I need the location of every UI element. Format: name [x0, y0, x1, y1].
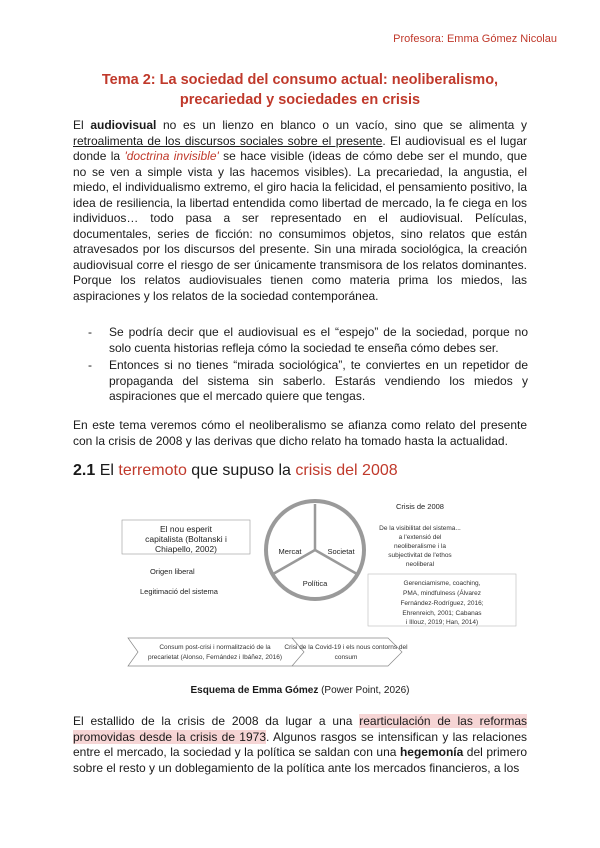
left-title-1: El nou esperit [160, 524, 212, 534]
list-item [88, 358, 528, 405]
final-text-a: El estallido de la crisis de 2008 da lugar a una [73, 714, 360, 728]
section-text-b: que supuso la [186, 462, 296, 479]
right-box-5: i Illouz, 2019; Han, 2014) [405, 619, 479, 626]
final-bold-hegemonia: hegemonía [399, 745, 464, 759]
bullet-dash: - [88, 325, 92, 339]
arrow-right-1: Crisi de la Covid-19 i els nous contorns del [284, 644, 408, 651]
final-paragraph [73, 714, 527, 776]
intro-paragraph [73, 118, 527, 304]
arrow-left-2: precarietat (Alonso, Fernández i Ibáñez, 2016) [147, 654, 283, 661]
right-title: Crisis de 2008 [396, 502, 444, 511]
diagram-caption [0, 685, 600, 696]
intro-text-c: . El audiovisual es el lugar donde la [73, 133, 527, 163]
right-box-3: Fernández-Rodríguez, 2016; [400, 600, 484, 607]
section-number: 2.1 [73, 462, 96, 479]
title-line-1: Tema 2: La sociedad del consumo actual: neoliberalismo, [101, 72, 499, 88]
left-item-1: Origen liberal [150, 567, 195, 576]
right-text-5: neoliberal [405, 561, 435, 568]
bullet-text: Entonces si no tienes “mirada sociológica”, te conviertes en un repetidor de propaganda del sistema sin saberlo. Estarás vendiendo los miedos y aspiraciones que el mercado quiere que tengas. [109, 358, 528, 403]
bullet-text: Se podría decir que el audiovisual es el “espejo” de la sociedad, porque no solo cuenta historias refleja cómo la sociedad te enseña cómo debes ser. [109, 325, 528, 355]
right-box-1: Gerenciamisme, coaching, [403, 580, 481, 587]
arrow-left-1: Consum post-crisi i normalització de la [159, 644, 271, 651]
section-heading [73, 462, 398, 480]
timeline-arrow [128, 638, 402, 666]
section-red-terremoto: terremoto [118, 462, 187, 479]
circle-label-mercat: Mercat [278, 547, 302, 556]
intro-bold-audiovisual: audiovisual [90, 118, 157, 132]
caption-bold: Esquema de Emma Gómez [190, 685, 319, 696]
right-text-1: De la visibilitat del sistema... [379, 525, 461, 532]
scheme-diagram [120, 492, 520, 682]
theme-paragraph: En este tema veremos cómo el neoliberalismo se afianza como relato del presente con la crisis de 2008 y las derivas que dicho relato ha tomado hasta la actualidad. [73, 418, 527, 448]
bullet-dash: - [88, 358, 92, 372]
arrow-right-2: consum [334, 654, 358, 661]
final-text-b: . Algunos rasgos se intensifican y las relaciones entre el mercado, la sociedad y la política se saldan con una [73, 729, 527, 759]
title-line-2: precariedad y sociedades en crisis [179, 92, 421, 108]
right-text-3: neoliberalisme i la [393, 543, 447, 550]
section-text-a: El [95, 462, 119, 479]
right-box-4: Ehrenreich, 2001; Cabanas [402, 610, 482, 617]
final-text-c: del primero sobre el resto y un doblegamiento de la política ante los mercados financieros, a los [73, 745, 527, 775]
caption-rest: (Power Point, 2026) [318, 685, 410, 696]
page-title [60, 70, 540, 110]
left-title-2: capitalista (Boltanski i [145, 534, 227, 544]
right-text-4: subjectivitat de l'ethos [388, 552, 452, 559]
bullet-list [88, 325, 528, 407]
list-item [88, 325, 528, 356]
section-red-crisis: crisis del 2008 [295, 462, 398, 479]
final-highlight: rearticulación de las reformas promovidas desde la crisis de 1973 [73, 714, 527, 744]
left-item-2: Legitimació del sistema [140, 587, 218, 596]
right-text-2: a l'extensió del [398, 534, 442, 541]
right-box-2: PMA, mindfulness (Álvarez [402, 590, 482, 597]
intro-underlined: retroalimenta de los discursos sociales sobre el presente [73, 133, 383, 148]
intro-text-b: no es un lienzo en blanco o un vacío, sino que se alimenta y [156, 118, 527, 132]
intro-text-d: se hace visible (ideas de cómo debe ser el mundo, que no se ven a simple vista y las hacemos visibles). La precariedad, la angustia, el miedo, el individualismo extremo, el giro hacia la felicidad, el pensamiento positivo, la idea de resiliencia, la libertad entendida como libertad de mercado, la fe ciega en los individuos… todo pasa a ser representado en el audiovisual. Películas, documentales, series de ficción: no consumimos objetos, sino relatos que están atravesados por los discursos del presente. Sin una mirada sociológica, la creación audiovisual corre el riesgo de ser únicamente transmisora de los relatos dominantes. Porque los relatos audiovisuales tienen como materia prima los miedos, las aspiraciones y los relatos de la sociedad contemporánea. [73, 149, 527, 303]
circle-label-societat: Societat [327, 547, 355, 556]
intro-text-a: El [73, 118, 91, 132]
left-title-3: Chiapello, 2002) [155, 544, 217, 554]
circle-label-politica: Política [302, 579, 328, 588]
intro-doctrina-invisible: 'doctrina invisible' [124, 149, 219, 163]
author-header: Profesora: Emma Gómez Nicolau [393, 33, 557, 45]
